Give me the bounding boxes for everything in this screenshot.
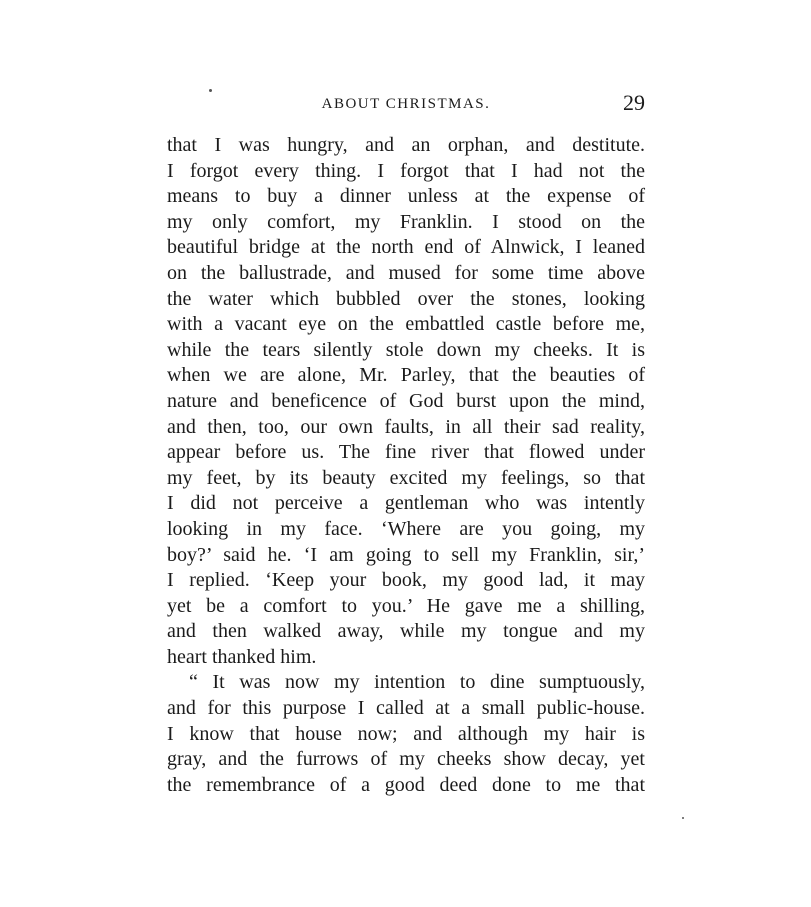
text-line: and then walked away, while my tongue and my: [167, 620, 645, 643]
running-title: ABOUT CHRISTMAS.: [321, 96, 491, 112]
paragraph-end-line: heart thanked him.: [167, 645, 317, 668]
text-line: my feet, by its beauty excited my feelings, so that: [167, 466, 645, 489]
text-line: appear before us. The fine river that flowed under: [167, 441, 645, 464]
text-line: I replied. ‘Keep your book, my good lad, it may: [167, 569, 645, 592]
text-line: gray, and the furrows of my cheeks show decay, yet: [167, 748, 645, 771]
page-header: [167, 90, 645, 120]
text-line: I forgot every thing. I forgot that I had not the: [167, 159, 645, 182]
text-line: nature and beneficence of God burst upon the mind,: [167, 389, 645, 412]
text-line: boy?’ said he. ‘I am going to sell my Franklin, sir,’: [167, 543, 645, 566]
print-speck: [682, 817, 684, 819]
text-line: I know that house now; and although my hair is: [167, 722, 645, 745]
text-line: looking in my face. ‘Where are you going, my: [167, 517, 645, 540]
page-number: 29: [623, 90, 645, 115]
text-line: when we are alone, Mr. Parley, that the beauties of: [167, 364, 645, 387]
text-line: while the tears silently stole down my cheeks. It is: [167, 338, 645, 361]
paragraph-start-line: “ It was now my intention to dine sumptuously,: [189, 671, 645, 694]
text-line: on the ballustrade, and mused for some time above: [167, 261, 645, 284]
text-line: I did not perceive a gentleman who was intently: [167, 492, 645, 515]
text-line: beautiful bridge at the north end of Alnwick, I leaned: [167, 236, 645, 259]
text-line: means to buy a dinner unless at the expense of: [167, 185, 645, 208]
text-line: yet be a comfort to you.’ He gave me a shilling,: [167, 594, 645, 617]
text-line: my only comfort, my Franklin. I stood on the: [167, 210, 645, 233]
text-line: and then, too, our own faults, in all their sad reality,: [167, 415, 645, 438]
text-line: that I was hungry, and an orphan, and destitute.: [167, 134, 645, 156]
body-text: [167, 133, 645, 798]
text-line: the remembrance of a good deed done to me that: [167, 773, 645, 796]
text-line: and for this purpose I called at a small public-house.: [167, 697, 645, 720]
text-line: with a vacant eye on the embattled castle before me,: [167, 313, 645, 336]
text-line: the water which bubbled over the stones, looking: [167, 287, 645, 310]
